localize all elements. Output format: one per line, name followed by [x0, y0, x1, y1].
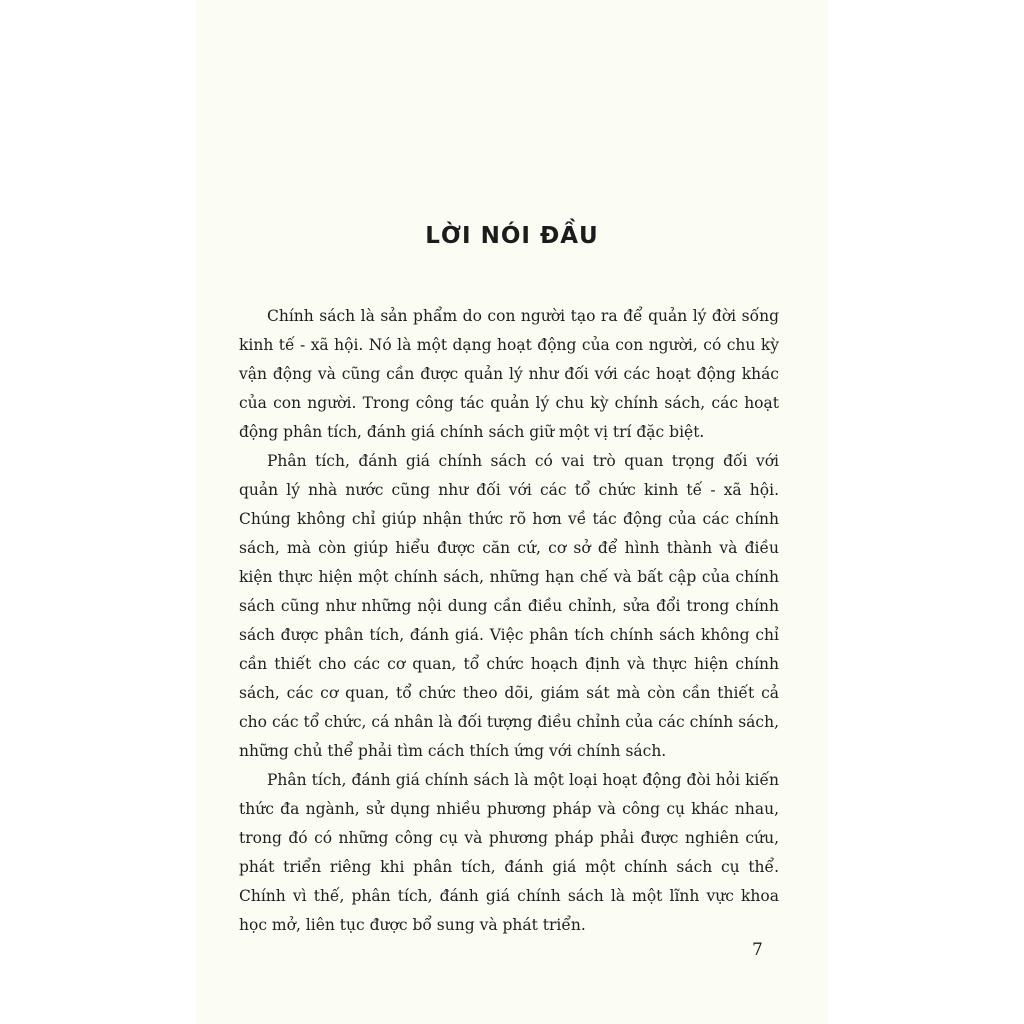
- page-number: 7: [752, 940, 763, 960]
- paragraph: Phân tích, đánh giá chính sách có vai trò quan trọng đối với quản lý nhà nước cũng như đối với các tổ chức kinh tế - xã hội. Chúng không chỉ giúp nhận thức rõ hơn về tác động của các chính sách, mà còn giúp hiểu được căn cứ, cơ sở để hình thành và điều kiện thực hiện một chính sách, những hạn chế và bất cập của chính sách cũng như những nội dung cần điều chỉnh, sửa đổi trong chính sách được phân tích, đánh giá. Việc phân tích chính sách không chỉ cần thiết cho các cơ quan, tổ chức hoạch định và thực hiện chính sách, các cơ quan, tổ chức theo dõi, giám sát mà còn cần thiết cả cho các tổ chức, cá nhân là đối tượng điều chỉnh của các chính sách, những chủ thể phải tìm cách thích ứng với chính sách.: [239, 452, 779, 760]
- page-title: LỜI NÓI ĐẦU: [425, 223, 599, 249]
- paragraph: Chính sách là sản phẩm do con người tạo ra để quản lý đời sống kinh tế - xã hội. Nó là một dạng hoạt động của con người, có chu kỳ vận động và cũng cần được quản lý như đối với các hoạt động khác của con người. Trong công tác quản lý chu kỳ chính sách, các hoạt động phân tích, đánh giá chính sách giữ một vị trí đặc biệt.: [239, 307, 779, 441]
- paragraph: Phân tích, đánh giá chính sách là một loại hoạt động đòi hỏi kiến thức đa ngành, sử dụng nhiều phương pháp và công cụ khác nhau, trong đó có những công cụ và phương pháp phải được nghiên cứu, phát triển riêng khi phân tích, đánh giá một chính sách cụ thể. Chính vì thế, phân tích, đánh giá chính sách là một lĩnh vực khoa học mở, liên tục được bổ sung và phát triển.: [239, 771, 779, 934]
- book-page: [197, 0, 827, 1024]
- body-text: [239, 302, 779, 940]
